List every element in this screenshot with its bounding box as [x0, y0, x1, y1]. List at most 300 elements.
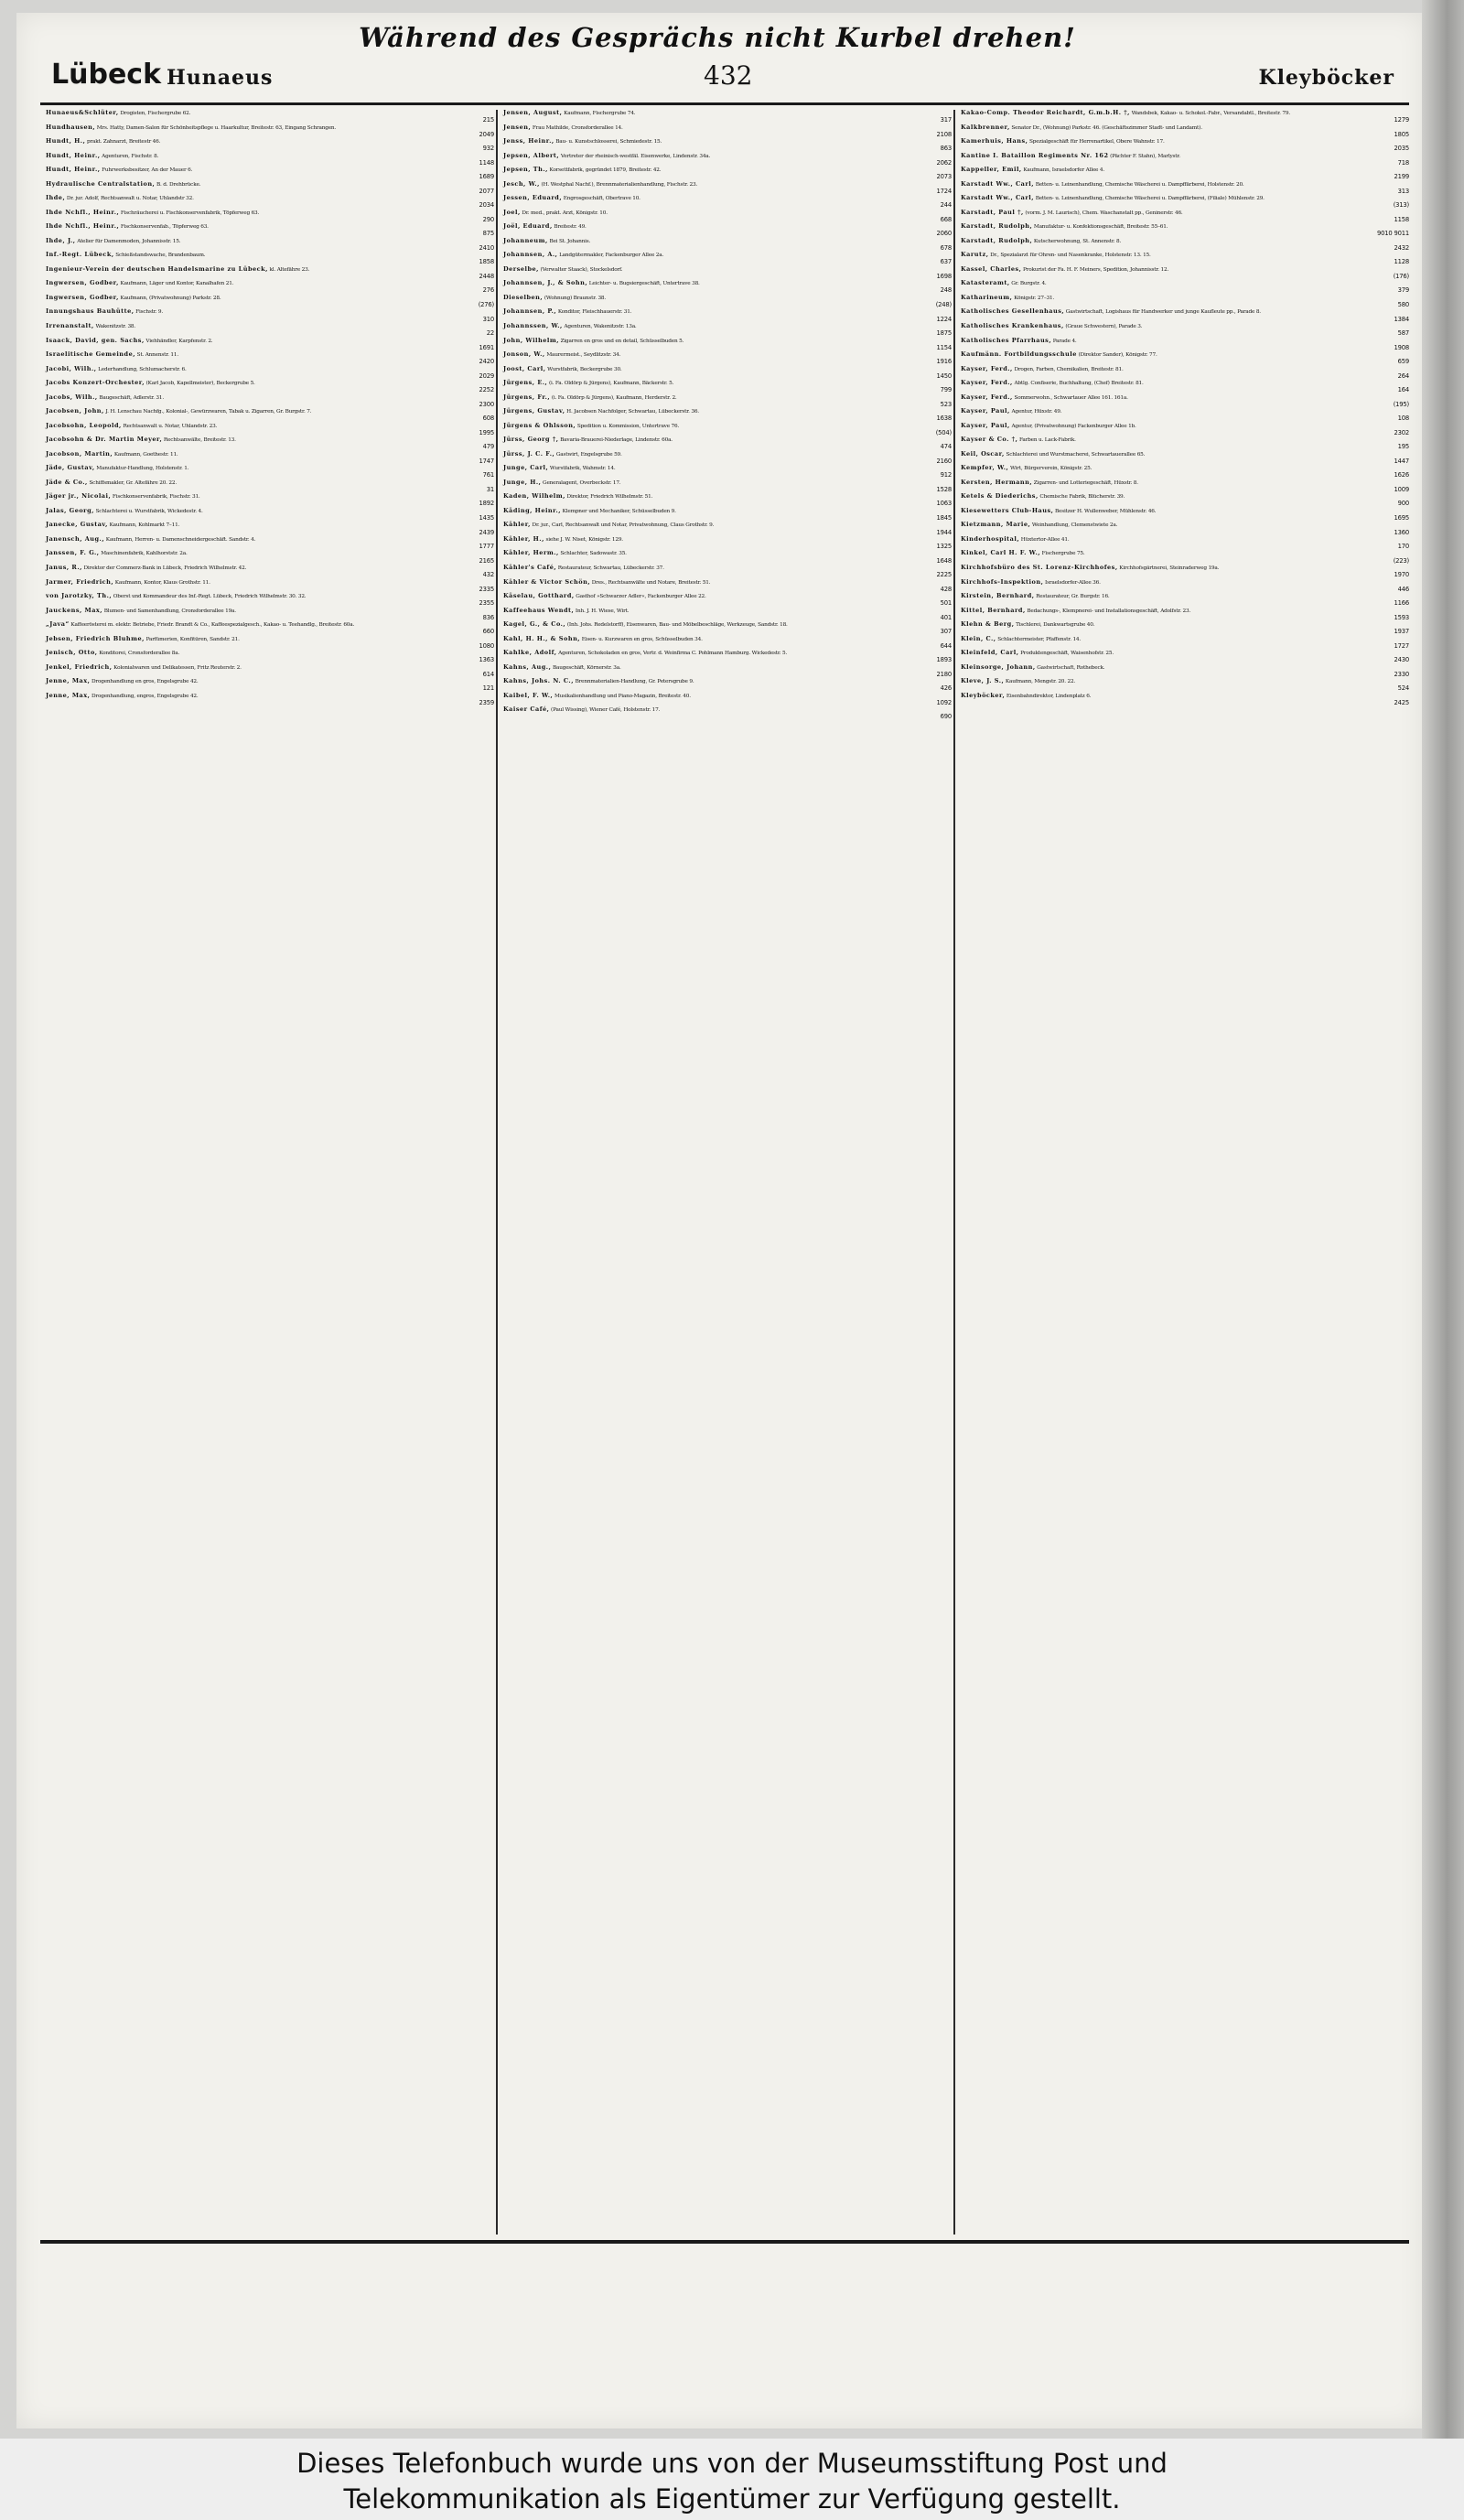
- entry-name: Kaffeehaus Wendt,: [503, 606, 575, 614]
- directory-entry: [961, 579, 1409, 593]
- directory-entry: [503, 493, 952, 507]
- directory-entry: [503, 664, 952, 678]
- entry-description: Lederhandlung, Schlumacherstr. 6.: [98, 366, 187, 372]
- phone-number: 1805: [1394, 130, 1409, 138]
- directory-entry: [46, 636, 494, 650]
- entry-description: (vorm. J. M. Laurisch), Chem. Waschanstalt pp., Geninerstr. 46.: [1025, 210, 1183, 216]
- entry-description: Kaufmann, Läger und Kontor, Kanalhafen 21.: [120, 281, 234, 287]
- entry-name: Janensch, Aug.,: [46, 534, 105, 543]
- directory-entry: [46, 423, 494, 436]
- entry-name: John, Wilhelm,: [503, 336, 559, 344]
- phone-number: 863: [940, 145, 952, 153]
- directory-entry: [46, 308, 494, 322]
- range-start-label: Hunaeus: [167, 66, 274, 90]
- entry-description: Agentur, Hüxstr. 49.: [1011, 409, 1062, 415]
- entry-description: Viehhändler, Karpfenstr. 2.: [145, 338, 213, 344]
- directory-entry: [961, 493, 1409, 507]
- phone-number: 2180: [936, 670, 952, 678]
- directory-entry: [503, 479, 952, 493]
- directory-entry: [503, 508, 952, 522]
- entry-description: Baugeschäft, Adlerstr. 31.: [99, 394, 164, 401]
- directory-entry: [961, 664, 1409, 678]
- directory-entry: [961, 550, 1409, 564]
- entry-name: Kahlke, Adolf,: [503, 649, 557, 657]
- directory-entry: [46, 394, 494, 408]
- entry-description: Eisenbahndirektor, Lindenplatz 6.: [1006, 693, 1092, 699]
- entry-name: Hundt, Heinr.,: [46, 166, 101, 174]
- entry-description: Spedition u. Kommission, Untertrave 76.: [576, 423, 680, 429]
- phone-number: 2077: [479, 187, 494, 195]
- entry-name: Kahl, H. H., & Sohn,: [503, 634, 581, 642]
- entry-description: Königstr. 27–31.: [1014, 295, 1055, 301]
- entry-name: Kietzmann, Marie,: [961, 521, 1031, 529]
- entry-name: Jacobson, Martin,: [46, 449, 113, 458]
- directory-column-3: [961, 110, 1409, 2233]
- entry-name: Kähler, Herm.,: [503, 549, 559, 557]
- entry-name: Jenisch, Otto,: [46, 649, 98, 657]
- entry-name: Kayser, Ferd.,: [961, 364, 1013, 372]
- entry-description: Restaurateur, Gr. Burgstr. 16.: [1036, 594, 1110, 600]
- entry-name: Jenne, Max,: [46, 677, 91, 685]
- phone-number: 1995: [479, 428, 494, 436]
- directory-entry: [503, 608, 952, 621]
- entry-description: Kaufmann, Kontor, Klaus Grothstr. 11.: [114, 579, 210, 586]
- phone-number: 1447: [1394, 457, 1409, 465]
- entry-name: Jäde & Co.,: [46, 478, 88, 486]
- directory-entry: [961, 565, 1409, 578]
- entry-description: Oberst und Kommandeur des Inf.-Regt. Lübeck, Friedrich Wilhelmstr. 30. 32.: [113, 594, 307, 600]
- entry-name: Hunaeus&Schlüter,: [46, 109, 119, 116]
- phone-number: 1937: [1394, 628, 1409, 636]
- entry-description: Breitestr. 49.: [554, 224, 587, 231]
- phone-number: (223): [1393, 556, 1409, 565]
- phone-number: 644: [940, 641, 952, 650]
- entry-description: Zigarren en gros und en detail, Schüsselbuden 5.: [560, 338, 684, 344]
- entry-name: Jensen,: [503, 123, 532, 131]
- directory-entry: [46, 295, 494, 308]
- entry-description: Wurstfabrik, Beckergrube 30.: [547, 366, 622, 372]
- entry-description: Kaufmann, Goethestr. 11.: [113, 451, 178, 458]
- entry-description: Gr. Burgstr. 4.: [1011, 281, 1047, 287]
- entry-description: Gastwirtschaft, Logishaus für Handwerker und junge Kaufleute pp., Parade 8.: [1065, 309, 1261, 316]
- phone-number: 1092: [936, 698, 952, 706]
- entry-description: Prokurist der Fa. H. F. Meiners, Spedition, Johannisstr. 12.: [1023, 266, 1169, 273]
- entry-description: (Wohnung) Braunstr. 38.: [544, 295, 607, 301]
- phone-number: 121: [482, 684, 494, 693]
- entry-description: Produktengeschäft, Waisenhofstr. 25.: [1020, 651, 1114, 657]
- directory-entry: [961, 295, 1409, 308]
- entry-name: Katasteramt,: [961, 279, 1010, 287]
- entry-description: Kutscherwohnung, St. Annenstr. 8.: [1033, 238, 1122, 244]
- directory-entry: [961, 153, 1409, 167]
- directory-entry: [961, 266, 1409, 280]
- directory-entry: [961, 138, 1409, 152]
- entry-description: Kirchhofsgärtnerei, Steinraderweg 19a.: [1119, 565, 1220, 571]
- footer-rule: [40, 2240, 1409, 2244]
- entry-name: Jacobi, Wilh.,: [46, 364, 97, 372]
- entry-name: Kamerhuis, Hans,: [961, 137, 1028, 145]
- phone-number: 1148: [479, 158, 494, 167]
- phone-number: 523: [940, 400, 952, 408]
- phone-number: 799: [940, 386, 952, 394]
- directory-entry: [46, 223, 494, 237]
- directory-entry: [46, 621, 494, 635]
- directory-entry: [961, 167, 1409, 180]
- phone-number: 2302: [1394, 428, 1409, 436]
- phone-number: 1360: [1394, 528, 1409, 536]
- directory-entry: [961, 338, 1409, 351]
- entry-name: Kittel, Bernhard,: [961, 606, 1026, 614]
- directory-entry: [961, 608, 1409, 621]
- directory-entry: [961, 536, 1409, 550]
- directory-entry: [961, 280, 1409, 294]
- entry-name: Isaack, David, gen. Sachs,: [46, 336, 145, 344]
- entry-description: Agentur, (Privatwohnung) Fackenburger Allee 1b.: [1011, 423, 1136, 429]
- directory-entry: [961, 436, 1409, 450]
- directory-entry: [503, 579, 952, 593]
- entry-name: Kähler's Café,: [503, 564, 557, 571]
- directory-entry: [46, 138, 494, 152]
- entry-description: Fischräucherei u. Fischkonservenfabrik, Töpferweg 63.: [120, 210, 260, 216]
- entry-name: Kayser, Paul,: [961, 421, 1010, 429]
- entry-name: Ihde, J.,: [46, 236, 76, 244]
- directory-entry: [46, 550, 494, 564]
- phone-number: 761: [482, 471, 494, 479]
- phone-number: 1875: [936, 329, 952, 338]
- entry-description: Direktor der Commerz-Bank in Lübeck, Friedrich Wilhelmstr. 42.: [83, 565, 247, 571]
- entry-description: Dr., Spezialarzt für Ohren- und Nasenkranke, Holstenstr. 13. 15.: [990, 253, 1151, 259]
- directory-entry: [503, 351, 952, 365]
- entry-name: Jürss, Georg †,: [503, 436, 559, 444]
- entry-description: Maurermeist., Seydlitzstr. 34.: [546, 352, 621, 359]
- phone-number: (248): [935, 301, 952, 308]
- phone-number: 1858: [479, 258, 494, 266]
- entry-name: Johanneum,: [503, 236, 548, 244]
- entry-name: Kleinfeld, Carl,: [961, 649, 1019, 657]
- entry-name: Klein, C.,: [961, 634, 996, 642]
- directory-entry: [46, 593, 494, 607]
- entry-description: Fischkonservenfabrik, Fischstr. 31.: [112, 494, 200, 501]
- entry-description: Weinhandlung, Clemenstwiete 2a.: [1031, 522, 1118, 529]
- footer-line-1: Dieses Telefonbuch wurde uns von der Museumsstiftung Post und: [296, 2448, 1168, 2479]
- phone-number: 637: [940, 258, 952, 266]
- directory-entry: [503, 280, 952, 294]
- entry-name: Kaibel, F. W.,: [503, 691, 554, 699]
- entry-description: (Graue Schwestern), Parade 3.: [1065, 323, 1143, 329]
- entry-name: Jürgens, Fr.,: [503, 393, 551, 401]
- directory-entry: [961, 621, 1409, 635]
- entry-description: Dr. jur., Carl, Rechtsanwalt und Notar, Privatwohnung, Claus Grothstr. 9.: [532, 522, 715, 529]
- directory-entry: [46, 436, 494, 450]
- entry-description: Zigarren- und Lotteriegeschäft, Hüxstr. 8.: [1033, 479, 1138, 486]
- entry-name: Jürgens & Ohlsson,: [503, 421, 576, 429]
- entry-name: Jensen, August,: [503, 109, 563, 116]
- entry-description: (i. Fa. Oldörp & Jürgens), Kaufmann, Herderstr. 2.: [551, 394, 677, 401]
- entry-description: Betten- u. Leinenhandlung, Chemische Wäscherei u. Dampffärberei, Holstenstr. 20.: [1035, 181, 1244, 188]
- phone-number: 244: [940, 201, 952, 210]
- entry-description: Rechtsanwalt u. Notar, Uhlandstr. 23.: [123, 423, 218, 429]
- directory-entry: [46, 323, 494, 337]
- phone-number: 2432: [1394, 243, 1409, 252]
- entry-description: Wakenitzstr. 38.: [95, 323, 136, 329]
- entry-name: Jäger jr., Nicolai,: [46, 492, 112, 501]
- phone-number: 9010 9011: [1377, 230, 1409, 238]
- phone-number: 2029: [479, 372, 494, 380]
- entry-name: Hundt, Heinr.,: [46, 151, 101, 159]
- directory-entry: [46, 110, 494, 124]
- directory-entry: [46, 664, 494, 678]
- entry-name: Kirstein, Bernhard,: [961, 592, 1035, 600]
- directory-entry: [46, 479, 494, 493]
- entry-name: Jessen, Eduard,: [503, 194, 563, 202]
- phone-number: 1063: [936, 500, 952, 508]
- directory-entry: [46, 678, 494, 692]
- directory-entry: [503, 252, 952, 265]
- entry-name: Jürss, J. C. F.,: [503, 449, 555, 458]
- phone-number: 660: [482, 628, 494, 636]
- entry-name: Karstadt Ww., Carl,: [961, 194, 1035, 202]
- directory-entry: [503, 223, 952, 237]
- entry-description: Wandsbek, Kakao- u. Schokol.-Fabr., Versandabtl., Breitestr. 79.: [1131, 111, 1290, 116]
- directory-entry: [961, 110, 1409, 124]
- directory-entry: [46, 650, 494, 663]
- entry-description: prakt. Zahnarzt, Breitestr 46.: [86, 139, 161, 145]
- entry-description: (Direktor Sander), Königstr. 77.: [1078, 352, 1157, 359]
- entry-name: Jepsen, Th.,: [503, 166, 548, 174]
- entry-description: Kolonialwaren und Delikatessen, Fritz Reuterstr. 2.: [113, 664, 242, 671]
- entry-name: Ingenieur-Verein der deutschen Handelsmarine zu Lübeck,: [46, 264, 268, 273]
- phone-number: 2410: [479, 243, 494, 252]
- phone-number: 1638: [936, 415, 952, 423]
- entry-name: Israelitische Gemeinde,: [46, 350, 135, 359]
- phone-number: 474: [940, 443, 952, 451]
- entry-description: Besitzer H. Wullenweber, Mühlenstr. 46.: [1055, 508, 1157, 514]
- entry-name: Hydraulische Centralstation,: [46, 179, 156, 188]
- entry-name: Kempfer, W.,: [961, 464, 1009, 472]
- directory-entry: [46, 693, 494, 706]
- directory-entry: [503, 323, 952, 337]
- entry-description: Maschinenfabrik, Kahlhorststr. 2a.: [101, 551, 188, 557]
- entry-description: Agenturen, Fischstr. 8.: [102, 153, 159, 159]
- entry-name: Janssen, F. G.,: [46, 549, 100, 557]
- entry-description: Gastwirt, Engelsgrube 59.: [555, 451, 622, 458]
- directory-entry: [503, 394, 952, 408]
- directory-entry: [46, 266, 494, 280]
- provenance-footer: [0, 2439, 1464, 2520]
- entry-description: Gasthof »Schwarzer Adler«, Fackenburger Allee 22.: [576, 594, 706, 600]
- entry-name: Kayser, Ferd.,: [961, 393, 1013, 401]
- directory-entry: [503, 124, 952, 138]
- entry-name: Inf.-Regt. Lübeck,: [46, 251, 114, 259]
- directory-entry: [46, 536, 494, 550]
- phone-number: 313: [1397, 187, 1409, 195]
- phone-number: 2355: [479, 599, 494, 608]
- phone-number: 1384: [1394, 315, 1409, 323]
- directory-entry: [961, 124, 1409, 138]
- entry-name: Kassel, Charles,: [961, 264, 1022, 273]
- entry-name: Jacobsohn & Dr. Martin Meyer,: [46, 436, 163, 444]
- entry-description: Drogisten, Fischergrube 62.: [120, 111, 191, 116]
- directory-entry: [503, 266, 952, 280]
- entry-description: Bavaria-Brauerei-Niederlage, Lindenstr. 60a.: [560, 437, 673, 444]
- phone-number: 2060: [936, 230, 952, 238]
- entry-name: Käselau, Gotthard,: [503, 592, 575, 600]
- entry-description: Dres., Rechtsanwälte und Notare, Breitestr. 51.: [591, 579, 711, 586]
- phone-number: 432: [482, 571, 494, 579]
- directory-entry: [961, 693, 1409, 706]
- phone-number: 1908: [1394, 343, 1409, 351]
- entry-description: Bedachungs-, Klempnerei- und Installationsgeschäft, Adolfstr. 23.: [1027, 608, 1191, 614]
- entry-name: Katholisches Gesellenhaus,: [961, 307, 1065, 316]
- directory-entry: [46, 124, 494, 138]
- directory-entry: [46, 238, 494, 252]
- entry-description: Israelsdorfer-Allee 36.: [1045, 579, 1101, 586]
- phone-number: 1325: [936, 543, 952, 551]
- phone-number: 678: [940, 243, 952, 252]
- phone-number: 2165: [479, 556, 494, 565]
- directory-entry: [503, 451, 952, 465]
- entry-name: Karstadt, Rudolph,: [961, 222, 1033, 231]
- directory-entry: [46, 181, 494, 195]
- directory-entry: [961, 408, 1409, 422]
- entry-description: (H. Westphal Nachf.), Brennmaterialienhandlung, Fischstr. 23.: [541, 181, 698, 188]
- column-divider: [953, 110, 955, 2235]
- entry-name: Johannsen, P.,: [503, 307, 557, 316]
- phone-number: 2300: [479, 400, 494, 408]
- phone-number: 428: [940, 585, 952, 593]
- phone-number: 2108: [936, 130, 952, 138]
- directory-entry: [503, 636, 952, 650]
- entry-name: Janus, R.,: [46, 564, 82, 571]
- phone-number: 401: [940, 613, 952, 621]
- entry-description: (Verwalter Staack), Stockelsdorf.: [540, 266, 623, 273]
- entry-description: Atelier für Damenmoden, Johannisstr. 15.: [77, 238, 181, 244]
- entry-name: Kleve, J. S.,: [961, 677, 1005, 685]
- entry-description: Frau Mathilde, Cronsforderallee 14.: [532, 124, 623, 131]
- entry-description: Manufaktur- u. Konfektionsgeschäft, Breitestr. 55–61.: [1033, 224, 1168, 231]
- entry-description: Parade 4.: [1052, 338, 1077, 344]
- phone-number: 1009: [1394, 485, 1409, 493]
- phone-number: 446: [1397, 585, 1409, 593]
- entry-description: Konditorei, Cronsforderallee 8a.: [99, 651, 180, 657]
- phone-number: 1080: [479, 641, 494, 650]
- entry-description: Konditor, Fleischhauerstr. 31.: [557, 309, 632, 316]
- directory-entry: [961, 508, 1409, 522]
- directory-entry: [46, 366, 494, 380]
- phone-number: 2448: [479, 272, 494, 280]
- entry-description: Dr. med., prakt. Arzt, Königstr. 10.: [522, 210, 608, 216]
- entry-name: Kähler & Victor Schön,: [503, 577, 591, 586]
- entry-name: Dieselben,: [503, 293, 544, 301]
- entry-description: Kaufmann, Israelsdorfer Allee 4.: [1023, 167, 1104, 174]
- directory-entry: [503, 380, 952, 393]
- phone-number: 195: [1397, 443, 1409, 451]
- phone-number: 668: [940, 215, 952, 223]
- directory-entry: [961, 323, 1409, 337]
- entry-description: Fuhrwerksbesitzer, An der Mauer 6.: [102, 167, 193, 174]
- entry-description: Eisen- u. Kurzwaren en gros, Schüsselbuden 34.: [581, 636, 703, 642]
- directory-entry: [503, 295, 952, 308]
- directory-entry: [961, 451, 1409, 465]
- phone-number: 524: [1397, 684, 1409, 693]
- entry-description: Kaufmann, Mengstr. 20. 22.: [1005, 679, 1076, 685]
- entry-name: Karstadt, Rudolph,: [961, 236, 1033, 244]
- entry-name: Kähler,: [503, 521, 531, 529]
- entry-name: Jonson, W.,: [503, 350, 545, 359]
- directory-entry: [503, 366, 952, 380]
- footer-line-2: Telekommunikation als Eigentümer zur Verfügung gestellt.: [343, 2483, 1121, 2515]
- entry-name: Kersten, Hermann,: [961, 478, 1033, 486]
- entry-description: Schlachterei u. Wurstfabrik, Wickedestr. 4.: [95, 508, 203, 514]
- phone-number: 2420: [479, 358, 494, 366]
- phone-number: 1689: [479, 173, 494, 181]
- phone-number: 587: [1397, 329, 1409, 338]
- directory-entry: [46, 338, 494, 351]
- phone-number: 932: [482, 145, 494, 153]
- entry-name: Kayser, Paul,: [961, 407, 1010, 415]
- entry-name: Jesch, W.,: [503, 179, 540, 188]
- entry-name: Joost, Carl,: [503, 364, 546, 372]
- entry-name: „Java“: [46, 620, 70, 629]
- phone-number: (195): [1393, 400, 1409, 408]
- entry-description: (Karl Jacob, Kapellmeister), Beckergrube 5.: [145, 381, 255, 387]
- entry-description: Schießstandswache, Brandenbaum.: [115, 253, 206, 259]
- directory-entry: [503, 522, 952, 535]
- directory-entry: [961, 636, 1409, 650]
- entry-description: Kaufmann, Kohlmarkt 7–11.: [109, 522, 180, 529]
- entry-description: Manufaktur-Handlung, Holstenstr. 1.: [96, 466, 189, 472]
- entry-description: Baugeschäft, Körnerstr. 3a.: [552, 664, 621, 671]
- entry-description: Schiffsmakler, Gr. Altefähre 20. 22.: [89, 479, 177, 486]
- directory-entry: [961, 465, 1409, 479]
- entry-description: Fischergrube 75.: [1041, 551, 1085, 557]
- phone-number: 2330: [1394, 670, 1409, 678]
- entry-description: Farben u. Lack-Fabrik.: [1018, 437, 1076, 444]
- phone-number: 690: [940, 713, 952, 721]
- phone-number: 1166: [1394, 599, 1409, 608]
- entry-name: Junge, H.,: [503, 478, 542, 486]
- directory-entry: [46, 522, 494, 535]
- entry-name: Johannsen, A.,: [503, 251, 558, 259]
- entry-name: Jacobsohn, Leopold,: [46, 421, 122, 429]
- directory-entry: [46, 195, 494, 209]
- directory-entry: [961, 423, 1409, 436]
- directory-entry: [503, 195, 952, 209]
- phone-number: 2252: [479, 386, 494, 394]
- phone-number: 2035: [1394, 145, 1409, 153]
- entry-name: Jenss, Heinr.,: [503, 137, 554, 145]
- directory-entry: [503, 565, 952, 578]
- entry-description: (Pächter F. Stahn), Marlystr.: [1110, 153, 1180, 159]
- directory-entry: [961, 351, 1409, 365]
- entry-description: Wurstfabrik, Wahmstr. 14.: [549, 466, 616, 472]
- directory-entry: [503, 593, 952, 607]
- directory-entry: [961, 650, 1409, 663]
- entry-name: Ihde Nchfl., Heinr.,: [46, 222, 120, 231]
- phone-number: 170: [1397, 543, 1409, 551]
- entry-description: Korsettfabrik, gegründet 1879, Breitestr. 42.: [549, 167, 662, 174]
- entry-name: Jürgens, Gustav,: [503, 407, 565, 415]
- entry-description: Kaufmann, (Privatwohnung) Parkstr. 28.: [120, 295, 221, 301]
- entry-description: Klempner und Mechaniker, Schüsselbuden 9.: [562, 508, 676, 514]
- entry-description: H. Jacobsen Nachfolger, Schwartau, Lübeckerstr. 36.: [566, 409, 699, 415]
- entry-name: Kähler, H.,: [503, 534, 544, 543]
- directory-entry: [46, 153, 494, 167]
- entry-name: Kakao-Comp. Theodor Reichardt, G.m.b.H. †,: [961, 109, 1130, 116]
- header-rule: [40, 102, 1409, 105]
- entry-description: Restaurateur, Schwartau, Lübeckerstr. 37.: [557, 565, 664, 571]
- directory-entry: [46, 408, 494, 422]
